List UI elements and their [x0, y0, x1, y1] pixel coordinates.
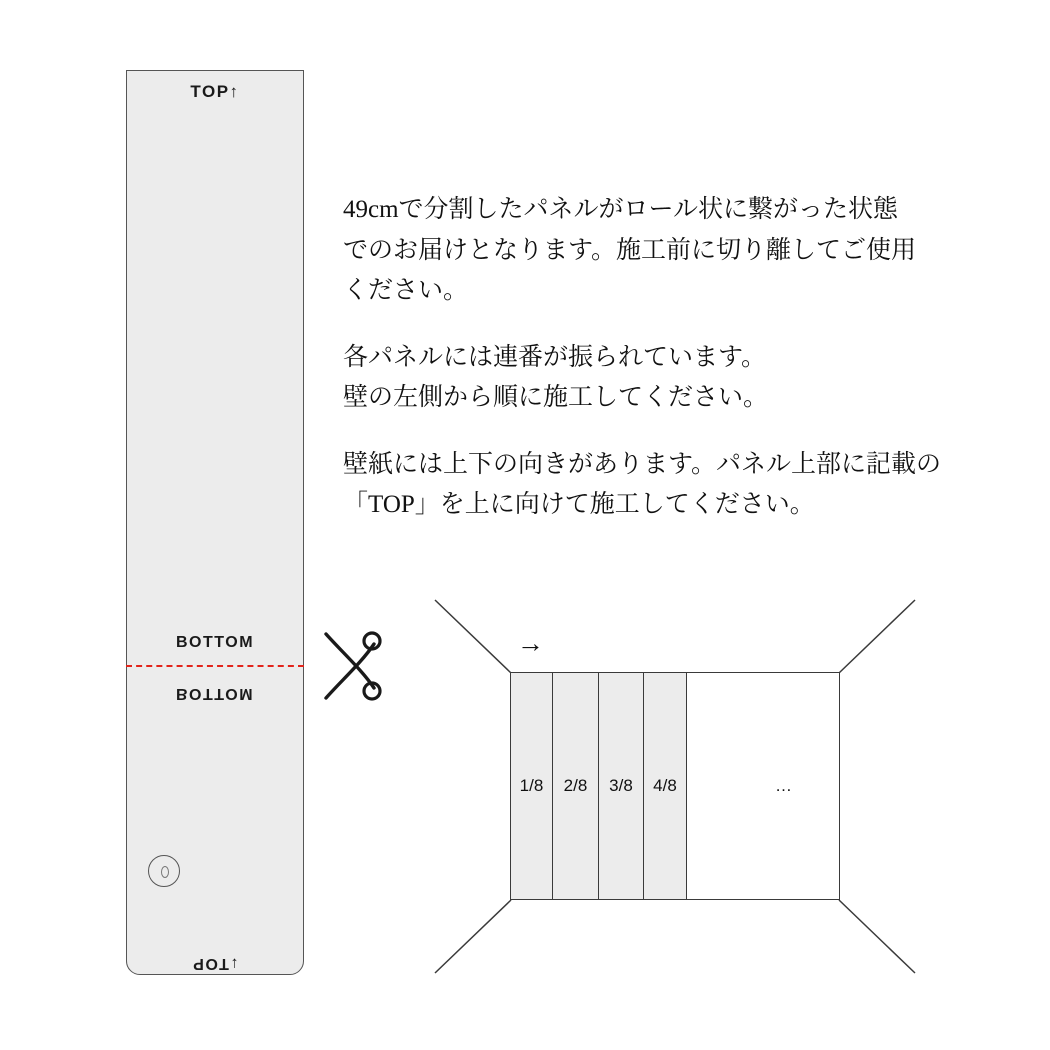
instruction-p2-l1: 各パネルには連番が振られています。: [343, 343, 767, 371]
wall-panel-1-label: 1/8: [519, 776, 544, 795]
wallpaper-roll-illustration: [126, 70, 304, 975]
roll-top-label: TOP↑: [190, 82, 240, 101]
wall-panel-2-label: 2/8: [563, 776, 588, 795]
wall-panel-2: [553, 673, 599, 899]
instruction-p2-l2: 壁の左側から順に施工してください。: [343, 384, 769, 411]
roll-bottom-top-label: ↓TOP: [191, 955, 239, 972]
roll-core-inner-circle: [161, 866, 169, 878]
wall-panel-ellipsis: …: [775, 776, 792, 795]
instruction-p1-l3: ください。: [343, 277, 469, 304]
paragraph-spacer: [343, 312, 943, 338]
room-diagram: [425, 590, 925, 985]
instruction-p1-l1: 49cmで分割したパネルがロール状に繋がった状態: [343, 196, 899, 223]
instruction-p1-l2: でのお届けとなります。施工前に切り離してご使用: [343, 236, 917, 264]
roll-core-circle: [148, 855, 180, 887]
roll-bottom-label-lower: BOTTOM: [175, 685, 255, 702]
scissors-icon: [316, 630, 386, 702]
wall-panel-3-label: 3/8: [609, 776, 633, 795]
cut-line-dashed: [126, 665, 304, 667]
paragraph-spacer: [343, 419, 943, 445]
instruction-p3-l2: 「TOP」を上に向けて施工してください。: [343, 491, 815, 518]
direction-arrow-icon: →: [517, 628, 544, 658]
wall-panel-3: [599, 673, 644, 899]
roll-bottom-label-upper: BOTTOM: [175, 634, 255, 651]
wall-panel-1: [511, 673, 553, 899]
instructions-block: [343, 190, 943, 526]
roll-body: [126, 70, 304, 975]
wall-panel-4: [644, 673, 687, 899]
room-wall: [510, 672, 840, 900]
wall-panel-4-label: 4/8: [653, 776, 677, 795]
instruction-p3-l1: 壁紙には上下の向きがあります。パネル上部に記載の: [343, 450, 942, 478]
